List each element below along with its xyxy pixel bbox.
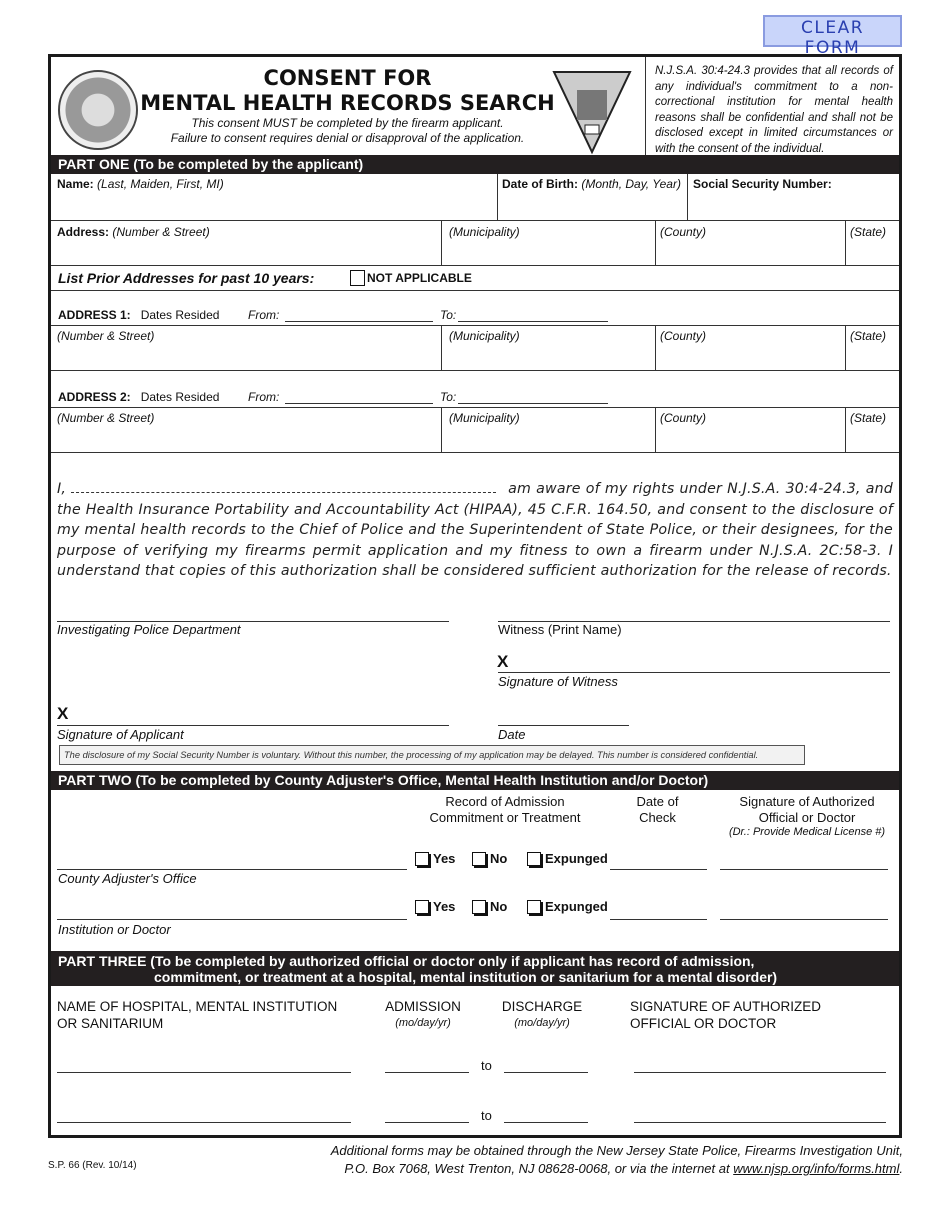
consent-i: I, — [57, 481, 72, 497]
from-label: From: — [248, 308, 280, 322]
footer-line-1: Additional forms may be obtained through the New Jersey State Police, Firearms Investigation Unit, — [330, 1143, 903, 1158]
nj-state-police-badge — [552, 70, 632, 155]
municipality-label: (Municipality) — [449, 411, 520, 425]
date-field[interactable] — [498, 725, 629, 726]
no-checkbox[interactable] — [472, 899, 507, 914]
divider — [441, 325, 442, 370]
admission-date-field[interactable] — [385, 1122, 469, 1123]
col-label: SIGNATURE OF AUTHORIZED — [630, 999, 822, 1014]
confidentiality-notice: N.J.S.A. 30:4-24.3 provides that all records of any individual's commitment to a non-correctional institution for mental health reasons shall be confidential and shall not be disclosed except in limited circumstances or with the consent of the individual. — [655, 65, 893, 155]
signature-x-mark: X — [497, 652, 509, 671]
col-label: Record of Admission — [445, 794, 565, 809]
form-title — [140, 66, 555, 116]
address-1-to-field[interactable] — [458, 321, 608, 322]
footer-note — [291, 1142, 903, 1178]
divider — [655, 325, 656, 370]
divider — [441, 407, 442, 452]
yes-label: Yes — [433, 851, 456, 866]
discharge-date-field[interactable] — [504, 1122, 588, 1123]
street-label: (Number & Street) — [57, 411, 155, 425]
nj-state-seal — [58, 70, 138, 150]
clear-form-button[interactable]: CLEAR FORM — [763, 15, 902, 47]
divider — [655, 407, 656, 452]
applicant-signature-field[interactable] — [57, 725, 449, 726]
divider — [687, 174, 688, 220]
official-signature-field[interactable] — [720, 919, 888, 920]
address-1-label: ADDRESS 1: — [58, 308, 131, 322]
witness-name-label: Witness (Print Name) — [498, 622, 622, 637]
signature-field[interactable] — [634, 1072, 886, 1073]
subtitle-2: Failure to consent requires denial or disapproval of the application. — [170, 131, 525, 145]
date-of-check-field[interactable] — [610, 869, 707, 870]
official-signature-field[interactable] — [720, 869, 888, 870]
hospital-name-field[interactable] — [57, 1122, 351, 1123]
address-1-from-field[interactable] — [285, 321, 433, 322]
col-label: (Dr.: Provide Medical License #) — [728, 826, 886, 838]
record-column-header — [415, 794, 595, 826]
discharge-date-field[interactable] — [504, 1072, 588, 1073]
ssn-label: Social Security Number: — [693, 177, 832, 191]
police-dept-label: Investigating Police Department — [57, 622, 241, 637]
no-label: No — [490, 899, 508, 914]
no-label: No — [490, 851, 508, 866]
divider — [51, 220, 899, 221]
signature-field[interactable] — [634, 1122, 886, 1123]
part-one-header: PART ONE (To be completed by the applicant) — [51, 155, 899, 174]
subtitle-1: This consent MUST be completed by the firearm applicant. — [191, 116, 504, 130]
col-label: Signature of Authorized — [739, 794, 875, 809]
part-three-title-2: commitment, or treatment at a hospital, mental institution or sanitarium for a mental disorder) — [154, 969, 778, 985]
state-label: (State) — [850, 411, 887, 425]
divider — [845, 325, 846, 370]
part-three-header — [51, 951, 899, 986]
dates-resided-label: Dates Resided — [140, 308, 220, 322]
col-label: (mo/day/yr) — [395, 1017, 451, 1029]
col-label: Commitment or Treatment — [429, 810, 581, 825]
expunged-label: Expunged — [545, 899, 608, 914]
date-column-header — [620, 794, 695, 826]
col-label: OFFICIAL OR DOCTOR — [630, 1016, 777, 1031]
municipality-label: (Municipality) — [449, 329, 520, 343]
witness-signature-label: Signature of Witness — [498, 674, 618, 689]
state-label: (State) — [850, 225, 887, 239]
part-three-title-1: PART THREE (To be completed by authorized official or doctor only if applicant has record of admission, — [58, 953, 755, 969]
yes-label: Yes — [433, 899, 456, 914]
col-label: DISCHARGE — [501, 999, 583, 1014]
form-subtitle — [140, 116, 555, 146]
dates-resided-label: Dates Resided — [140, 390, 220, 404]
municipality-label: (Municipality) — [449, 225, 520, 239]
title-line-2: MENTAL HEALTH RECORDS SEARCH — [140, 91, 555, 115]
footer-end: . — [899, 1161, 903, 1176]
forms-link[interactable]: www.njsp.org/info/forms.html — [733, 1161, 900, 1176]
signature-column-header — [630, 998, 821, 1032]
not-applicable-label: NOT APPLICABLE — [367, 271, 472, 285]
institution-label: Institution or Doctor — [58, 922, 171, 937]
ssn-notice: The disclosure of my Social Security Number is voluntary. Without this number, the processing of my application may be delayed. This number is considered confidential. — [59, 745, 805, 765]
no-checkbox[interactable] — [472, 851, 507, 866]
address-2-label: ADDRESS 2: — [58, 390, 131, 404]
county-label: (County) — [660, 411, 707, 425]
divider — [51, 290, 899, 291]
not-applicable-checkbox[interactable] — [350, 270, 472, 286]
col-label: Official or Doctor — [758, 810, 856, 825]
dob-label: Date of Birth: (Month, Day, Year) — [502, 177, 681, 191]
signature-column-header — [712, 794, 902, 838]
street-label: (Number & Street) — [57, 329, 155, 343]
divider — [51, 407, 899, 408]
divider — [441, 220, 442, 265]
address-2-from-field[interactable] — [285, 403, 433, 404]
discharge-column-header — [497, 998, 587, 1032]
signature-x-mark: X — [57, 704, 69, 723]
col-label: Date of — [636, 794, 679, 809]
part-two-header: PART TWO (To be completed by County Adjuster's Office, Mental Health Institution and/or Doctor) — [51, 771, 899, 790]
col-label: Check — [639, 810, 676, 825]
institution-field[interactable] — [57, 919, 407, 920]
hospital-column-header — [57, 998, 337, 1032]
expunged-label: Expunged — [545, 851, 608, 866]
expunged-checkbox[interactable] — [527, 899, 608, 914]
col-label: ADMISSION — [385, 999, 461, 1014]
to-label: to — [481, 1108, 492, 1123]
date-label: Date — [498, 727, 526, 742]
address-2-to-field[interactable] — [458, 403, 608, 404]
applicant-signature-label: Signature of Applicant — [57, 727, 184, 742]
col-label: NAME OF HOSPITAL, MENTAL INSTITUTION — [57, 999, 338, 1014]
divider — [845, 407, 846, 452]
consent-paragraph — [57, 478, 893, 582]
to-label: To: — [440, 390, 457, 404]
admission-column-header — [378, 998, 468, 1032]
witness-signature-field[interactable] — [498, 672, 890, 673]
applicant-name-field[interactable] — [71, 478, 496, 493]
county-adjuster-field[interactable] — [57, 869, 407, 870]
to-label: To: — [440, 308, 457, 322]
col-label: OR SANITARIUM — [57, 1016, 164, 1031]
date-of-check-field[interactable] — [610, 919, 707, 920]
divider — [645, 57, 646, 155]
state-label: (State) — [850, 329, 887, 343]
footer-text: P.O. Box 7068, West Trenton, NJ 08628-0068, or via the internet at — [344, 1161, 734, 1176]
to-label: to — [481, 1058, 492, 1073]
county-adjuster-label: County Adjuster's Office — [58, 871, 197, 886]
consent-text: am aware of my rights under N.J.S.A. 30:4-24.3, and the Health Insurance Portability and Accountability Act (HIPAA), 45 C.F.R. 164.50, and consent to the disclosure of my mental health records to the Chief of Police and the Superintendent of State Police, or their designees, for the purpose of verifying my firearms permit application and my fitness to own a firearm under N.J.S.A. 2C:58-3. I understand that copies of this authorization shall be considered sufficient authorization for the release of records. — [57, 481, 893, 579]
admission-date-field[interactable] — [385, 1072, 469, 1073]
county-label: (County) — [660, 225, 707, 239]
yes-checkbox[interactable] — [415, 899, 455, 914]
divider — [51, 452, 899, 453]
divider — [845, 220, 846, 265]
divider — [51, 265, 899, 266]
county-label: (County) — [660, 329, 707, 343]
name-field[interactable] — [52, 192, 492, 218]
footer-line-2 — [291, 1160, 903, 1178]
from-label: From: — [248, 390, 280, 404]
divider — [497, 174, 498, 220]
divider — [51, 370, 899, 371]
prior-addresses-label: List Prior Addresses for past 10 years: — [58, 270, 315, 286]
title-line-1: CONSENT FOR — [263, 66, 432, 90]
form-id: S.P. 66 (Rev. 10/14) — [48, 1160, 137, 1171]
address-label: Address: (Number & Street) — [57, 225, 210, 239]
divider — [655, 220, 656, 265]
name-label: Name: (Last, Maiden, First, MI) — [57, 177, 224, 191]
expunged-checkbox[interactable] — [527, 851, 608, 866]
hospital-name-field[interactable] — [57, 1072, 351, 1073]
divider — [51, 325, 899, 326]
col-label: (mo/day/yr) — [514, 1017, 570, 1029]
yes-checkbox[interactable] — [415, 851, 455, 866]
